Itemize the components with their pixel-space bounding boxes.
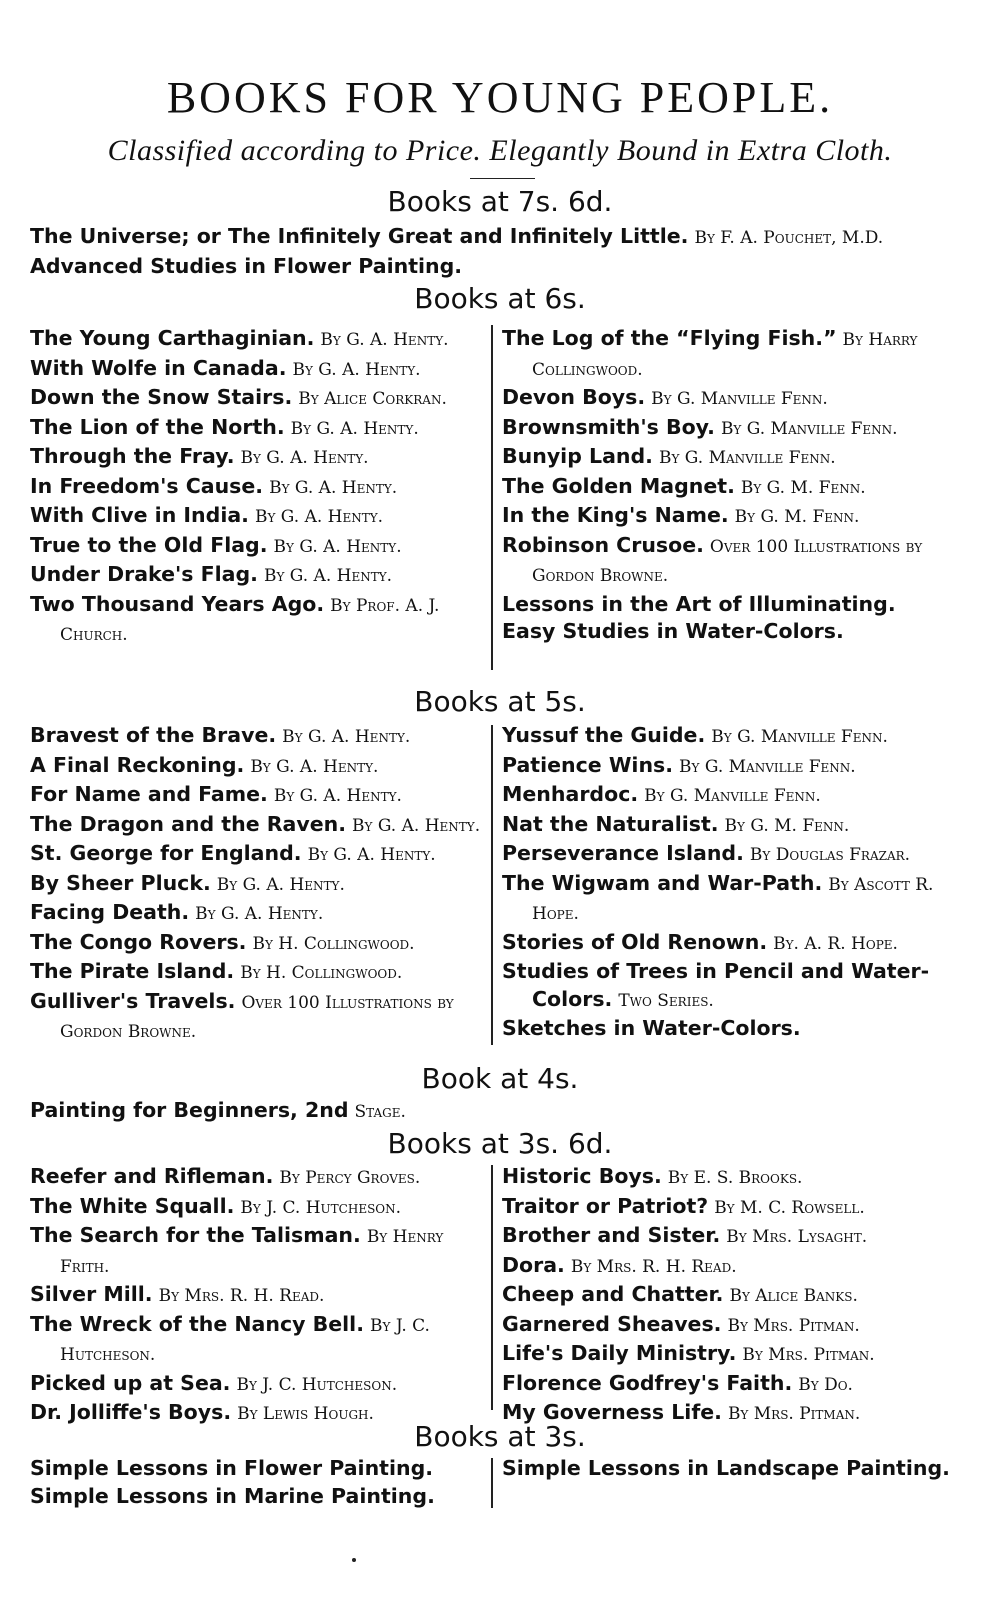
book-author: By G. A. Henty. [273,786,402,806]
list-item [502,532,972,591]
book-author: By G. A. Henty. [292,359,421,380]
book-title: A Final Reckoning. [30,752,245,777]
book-title: Under Drake's Flag. [30,562,258,586]
book-title: My Governess Life. [502,1400,722,1424]
page-subtitle: Classified according to Price. Elegantly Bound in Extra Cloth. [107,134,893,167]
book-title: Simple Lessons in Flower Painting. [30,1456,434,1480]
list-item [30,325,486,355]
book-author: By G. Manville Fenn. [651,389,828,409]
list-7s6d [30,222,980,280]
book-author: By G. Manville Fenn. [711,727,888,747]
book-author: By G. A. Henty. [307,845,436,865]
book-author: By G. A. Henty. [352,815,481,836]
list-5s-right [502,722,972,1043]
list-item [502,840,972,870]
book-author: By Percy Groves. [279,1168,421,1188]
book-author: By G. A. Henty. [240,448,369,468]
list-item [502,722,972,752]
list-item [502,1281,972,1311]
book-title: Facing Death. [30,900,190,924]
book-title: Easy Studies in Water-Colors. [502,619,844,643]
list-6s-left [30,325,486,650]
book-author: By H. Collingwood. [252,933,415,954]
book-title: Lessons in the Art of Illuminating. [502,591,896,616]
book-author: By F. A. Pouchet, M.D. [694,228,884,248]
list-item [30,870,486,900]
list-item [30,355,486,385]
book-author: By M. C. Rowsell. [714,1197,865,1218]
section-heading-3s: Books at 3s. [414,1420,586,1453]
book-author: By Mrs. R. H. Read. [158,1286,325,1306]
book-author: Two Series. [618,990,714,1011]
section-heading-6s: Books at 6s. [414,282,586,315]
list-item [502,929,972,959]
book-author: By Lewis Hough. [237,1404,374,1424]
list-item [30,1163,486,1193]
book-author: By Prof. A. J. Church. [60,595,440,645]
section-heading-5s: Books at 5s. [414,685,586,718]
book-title: In Freedom's Cause. [30,473,264,498]
book-title: Dr. Jolliffe's Boys. [30,1400,232,1424]
column-divider [491,1458,493,1508]
list-item [30,384,486,414]
book-author: By Ascott R. Hope. [532,874,934,924]
book-title: Simple Lessons in Marine Painting. [30,1483,435,1508]
book-author: Over 100 Illustrations by Gordon Browne. [60,992,454,1042]
book-title: Simple Lessons in Landscape Painting. [502,1456,950,1480]
list-3s6d-left [30,1163,486,1429]
book-author: By E. S. Brooks. [667,1168,803,1188]
list-item [502,502,972,532]
book-title: Stories of Old Renown. [502,929,768,954]
title-rule [470,178,535,179]
book-author: By G. A. Henty. [195,904,324,924]
book-title: Devon Boys. [502,385,646,409]
list-item [30,222,980,252]
book-author: By Mrs. Pitman. [742,1345,875,1365]
book-title: Patience Wins. [502,752,674,777]
book-author: By G. A. Henty. [216,874,345,895]
book-title: Picked up at Sea. [30,1370,231,1395]
book-author: By G. A. Henty. [250,756,379,777]
book-title: Bravest of the Brave. [30,723,277,747]
book-title: Bunyip Land. [502,444,653,468]
list-item [30,781,486,811]
book-title: Menhardoc. [502,782,639,806]
list-item [30,443,486,473]
book-author: By Alice Banks. [729,1286,858,1306]
list-item [30,561,486,591]
list-item [30,1193,486,1223]
book-author: By J. C. Hutcheson. [236,1374,398,1395]
list-item [502,591,972,619]
book-author: By J. C. Hutcheson. [60,1315,430,1365]
book-author: By G. Manville Fenn. [644,786,821,806]
book-title: Traitor or Patriot? [502,1193,709,1218]
list-item [502,781,972,811]
list-item [502,811,972,841]
book-author: By G. A. Henty. [254,507,384,527]
book-title: Gulliver's Travels. [30,988,236,1013]
list-item [502,1193,972,1223]
book-author: By Mrs. Pitman. [727,1404,861,1424]
list-item [30,502,486,532]
book-author: By Douglas Frazar. [749,845,911,865]
list-item [502,1311,972,1341]
book-title: Yussuf the Guide. [502,723,706,747]
book-author: By G. A. Henty. [269,477,398,498]
book-title: Garnered Sheaves. [502,1311,722,1336]
book-author: By G. M. Fenn. [734,507,860,527]
book-author: By G. Manville Fenn. [658,448,836,468]
list-item [30,1483,486,1511]
book-author: By J. C. Hutcheson. [240,1197,402,1218]
book-author: By G. A. Henty. [263,566,393,586]
book-author: By Henry Frith. [60,1227,444,1277]
book-title: Brownsmith's Boy. [502,414,715,439]
list-3s-right [502,1455,972,1483]
book-title: Perseverance Island. [502,841,744,865]
book-author: By G. A. Henty. [320,330,449,350]
book-title: With Clive in India. [30,503,249,527]
column-divider [491,325,493,670]
book-title: The Log of the “Flying Fish.” [502,326,837,350]
list-item [502,870,972,929]
book-author: Over 100 Illustrations by Gordon Browne. [532,536,923,586]
page-mark [352,1558,356,1562]
list-item [30,752,486,782]
book-title: Down the Snow Stairs. [30,385,293,409]
list-item [502,958,972,1015]
list-item [502,1340,972,1370]
list-item [30,840,486,870]
book-author: By Mrs. R. H. Read. [570,1256,737,1277]
list-item [502,443,972,473]
list-item [30,988,486,1047]
column-divider [491,1165,493,1410]
book-title: The Pirate Island. [30,959,235,983]
list-item [502,414,972,444]
book-title: Studies of Trees in Pencil and Water-Colors. [502,959,930,1011]
list-item [502,1163,972,1193]
book-title: The Dragon and the Raven. [30,811,347,836]
book-title: Two Thousand Years Ago. [30,591,325,616]
book-title: True to the Old Flag. [30,532,268,557]
book-title: The Golden Magnet. [502,473,735,498]
book-title: Through the Fray. [30,444,235,468]
book-author: By G. A. Henty. [290,418,419,439]
list-3s6d-right [502,1163,972,1429]
list-item [30,532,486,562]
book-title: Florence Godfrey's Faith. [502,1370,793,1395]
list-item [502,752,972,782]
section-heading-4s: Book at 4s. [421,1062,579,1095]
list-item [502,1222,972,1252]
column-divider [491,725,493,1045]
list-item [30,252,980,280]
list-4s [30,1096,980,1126]
list-item [30,414,486,444]
list-3s-left [30,1455,486,1510]
list-item [502,618,972,646]
book-author: By Alice Corkran. [298,389,447,409]
book-title: Silver Mill. [30,1282,153,1306]
book-title: Life's Daily Ministry. [502,1341,737,1365]
book-title: For Name and Fame. [30,782,268,806]
book-title: In the King's Name. [502,503,729,527]
list-item [30,591,486,650]
list-item [30,1096,980,1126]
book-author: By G. M. Fenn. [724,815,850,836]
book-title: St. George for England. [30,841,302,865]
list-item [30,811,486,841]
page-title: BOOKS FOR YOUNG PEOPLE. [166,73,834,122]
book-author: By Do. [798,1374,853,1395]
book-title: Sketches in Water-Colors. [502,1016,801,1040]
list-item [30,1281,486,1311]
book-title: The White Squall. [30,1193,235,1218]
book-title: Cheep and Chatter. [502,1282,724,1306]
book-title: Reefer and Rifleman. [30,1164,274,1188]
book-author: Stage. [354,1102,406,1122]
list-5s-left [30,722,486,1047]
book-title: The Wigwam and War-Path. [502,870,823,895]
list-item [502,1252,972,1282]
list-item [30,1311,486,1370]
book-title: Nat the Naturalist. [502,811,719,836]
section-heading-7s6d: Books at 7s. 6d. [387,185,613,218]
book-title: Advanced Studies in Flower Painting. [30,254,463,278]
book-author: By Mrs. Lysaght. [726,1227,868,1247]
list-item [502,473,972,503]
list-item [30,1370,486,1400]
list-item [502,1015,972,1043]
list-item [30,1222,486,1281]
list-item [502,325,972,384]
book-title: Robinson Crusoe. [502,532,704,557]
list-item [30,473,486,503]
book-title: The Universe; or The Infinitely Great and Infinitely Little. [30,224,689,248]
book-title: The Lion of the North. [30,414,285,439]
book-author: By G. A. Henty. [282,727,411,747]
book-title: The Congo Rovers. [30,929,247,954]
list-6s-right [502,325,972,646]
book-author: By Harry Collingwood. [532,330,918,380]
section-heading-3s6d: Books at 3s. 6d. [387,1127,613,1160]
list-item [502,384,972,414]
list-item [30,929,486,959]
book-author: By. A. R. Hope. [773,933,898,954]
book-title: The Young Carthaginian. [30,326,315,350]
book-title: Historic Boys. [502,1164,662,1188]
book-title: Painting for Beginners, 2nd [30,1098,349,1122]
list-item [30,1455,486,1483]
book-title: By Sheer Pluck. [30,870,211,895]
book-author: By G. Manville Fenn. [720,418,898,439]
list-item [502,1370,972,1400]
list-item [30,722,486,752]
book-author: By G. M. Fenn. [740,477,866,498]
book-author: By Mrs. Pitman. [727,1315,860,1336]
book-title: Dora. [502,1252,565,1277]
book-title: The Search for the Talisman. [30,1223,361,1247]
book-author: By H. Collingwood. [240,963,403,983]
book-title: Brother and Sister. [502,1223,721,1247]
book-title: With Wolfe in Canada. [30,355,287,380]
list-item [502,1455,972,1483]
list-item [30,958,486,988]
book-author: By G. Manville Fenn. [679,756,856,777]
book-author: By G. A. Henty. [273,536,402,557]
book-title: The Wreck of the Nancy Bell. [30,1311,364,1336]
list-item [30,899,486,929]
